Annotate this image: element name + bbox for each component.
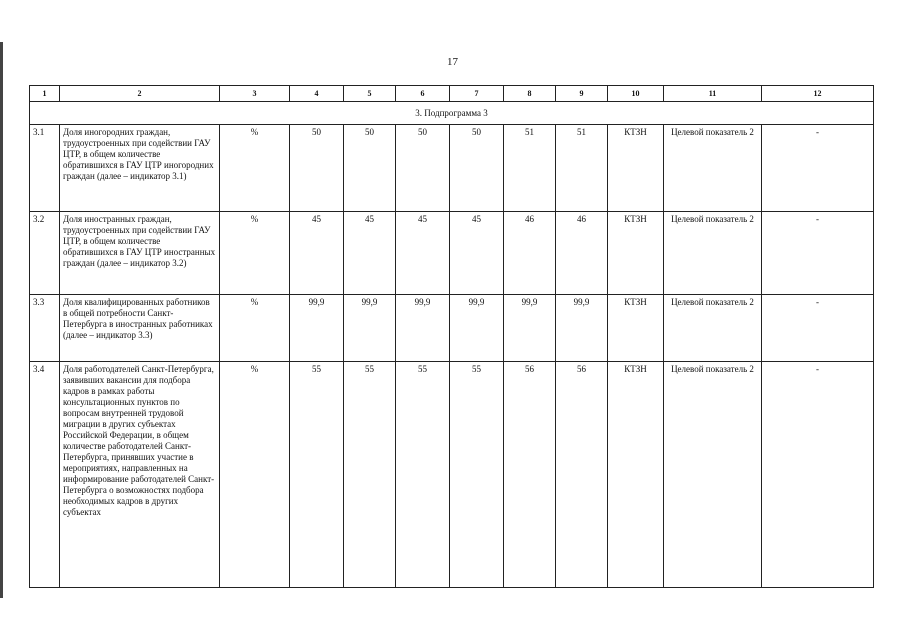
table-row <box>30 362 874 588</box>
column-header: 8 <box>504 86 556 102</box>
row-number: 3.1 <box>30 125 60 212</box>
unit-cell: % <box>220 362 290 588</box>
column-header: 3 <box>220 86 290 102</box>
note-cell: - <box>762 212 874 295</box>
row-number: 3.3 <box>30 295 60 362</box>
value-cell: 50 <box>290 125 344 212</box>
value-cell: 99,9 <box>450 295 504 362</box>
value-cell: 99,9 <box>396 295 450 362</box>
responsible-cell: КТЗН <box>608 362 664 588</box>
value-cell: 99,9 <box>290 295 344 362</box>
indicator-type-cell: Целевой показатель 2 <box>664 125 762 212</box>
value-cell: 51 <box>504 125 556 212</box>
indicator-type-cell: Целевой показатель 2 <box>664 212 762 295</box>
unit-cell: % <box>220 125 290 212</box>
unit-cell: % <box>220 212 290 295</box>
indicator-name: Доля квалифицированных работников в общей потребности Санкт-Петербурга в иностранных работниках (далее – индикатор 3.3) <box>60 295 220 362</box>
note-cell: - <box>762 295 874 362</box>
value-cell: 55 <box>396 362 450 588</box>
column-header: 11 <box>664 86 762 102</box>
row-number: 3.2 <box>30 212 60 295</box>
column-header: 5 <box>344 86 396 102</box>
column-header: 10 <box>608 86 664 102</box>
value-cell: 99,9 <box>504 295 556 362</box>
value-cell: 55 <box>450 362 504 588</box>
responsible-cell: КТЗН <box>608 125 664 212</box>
indicator-name: Доля иногородних граждан, трудоустроенных при содействии ГАУ ЦТР, в общем количестве обратившихся в ГАУ ЦТР иногородних граждан (далее – индикатор 3.1) <box>60 125 220 212</box>
value-cell: 99,9 <box>344 295 396 362</box>
column-header: 6 <box>396 86 450 102</box>
unit-cell: % <box>220 295 290 362</box>
value-cell: 45 <box>450 212 504 295</box>
column-header: 2 <box>60 86 220 102</box>
value-cell: 50 <box>450 125 504 212</box>
responsible-cell: КТЗН <box>608 295 664 362</box>
value-cell: 55 <box>290 362 344 588</box>
note-cell: - <box>762 362 874 588</box>
value-cell: 45 <box>290 212 344 295</box>
value-cell: 46 <box>504 212 556 295</box>
value-cell: 46 <box>556 212 608 295</box>
value-cell: 50 <box>396 125 450 212</box>
indicator-name: Доля иностранных граждан, трудоустроенных при содействии ГАУ ЦТР, в общем количестве обратившихся в ГАУ ЦТР иностранных граждан (далее – индикатор 3.2) <box>60 212 220 295</box>
subprogram-row <box>30 102 874 125</box>
value-cell: 45 <box>396 212 450 295</box>
row-number: 3.4 <box>30 362 60 588</box>
page-margin-line <box>0 42 3 598</box>
table-row <box>30 125 874 212</box>
indicator-type-cell: Целевой показатель 2 <box>664 295 762 362</box>
value-cell: 56 <box>556 362 608 588</box>
indicator-type-cell: Целевой показатель 2 <box>664 362 762 588</box>
value-cell: 56 <box>504 362 556 588</box>
column-header: 7 <box>450 86 504 102</box>
page-number: 17 <box>447 56 458 68</box>
table-row <box>30 295 874 362</box>
value-cell: 50 <box>344 125 396 212</box>
indicators-table <box>29 85 874 588</box>
note-cell: - <box>762 125 874 212</box>
value-cell: 45 <box>344 212 396 295</box>
column-header: 9 <box>556 86 608 102</box>
responsible-cell: КТЗН <box>608 212 664 295</box>
table-row <box>30 212 874 295</box>
column-number-row <box>30 86 874 102</box>
subprogram-title: 3. Подпрограмма 3 <box>30 102 874 125</box>
value-cell: 99,9 <box>556 295 608 362</box>
column-header: 12 <box>762 86 874 102</box>
column-header: 4 <box>290 86 344 102</box>
value-cell: 55 <box>344 362 396 588</box>
indicator-name: Доля работодателей Санкт-Петербурга, заявивших вакансии для подбора кадров в рамках работы консультационных пунктов по вопросам внутренней трудовой миграции в других субъектах Российской Федерации, в общем количестве работодателей Санкт-Петербурга, принявших участие в мероприятиях, направленных на информирование работодателей Санкт-Петербурга о возможностях подбора необходимых кадров в других субъектах <box>60 362 220 588</box>
value-cell: 51 <box>556 125 608 212</box>
column-header: 1 <box>30 86 60 102</box>
